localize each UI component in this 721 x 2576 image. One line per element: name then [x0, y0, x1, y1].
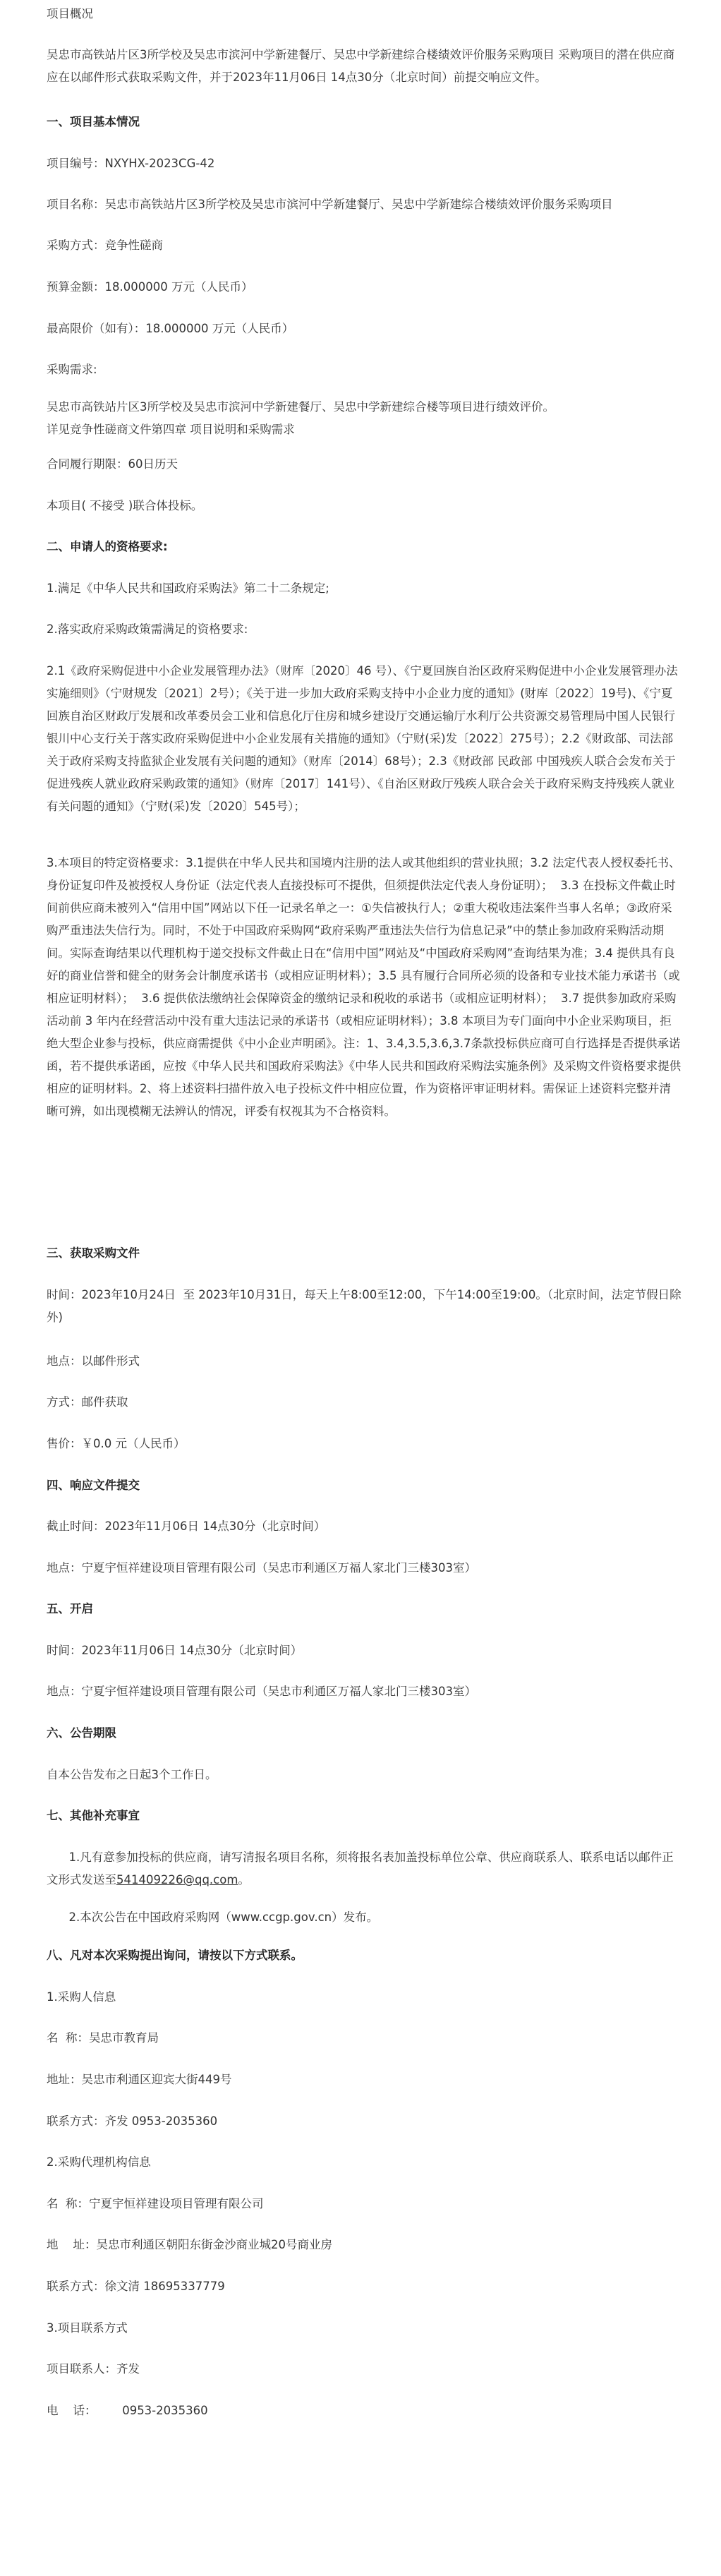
supplementary-item-1-end: 。 [238, 1873, 250, 1886]
notice-period: 自本公告发布之日起3个工作日。 [47, 1768, 217, 1781]
overview-intro: 吴忠市高铁站片区3所学校及吴忠市滨河中学新建餐厅、吴忠中学新建综合楼绩效评价服务采购项目 采购项目的潜在供应商应在以邮件形式获取采购文件，并于2023年11月06日 14点30分（北京时间）前提交响应文件。 [47, 48, 675, 84]
buyer-contact: 联系方式：齐发 0953-2035360 [47, 2114, 218, 2128]
agent-address: 地 址：吴忠市利通区朝阳东街金沙商业城20号商业房 [47, 2238, 332, 2251]
supplementary-item-2: 2.本次公告在中国政府采购网（www.ccgp.gov.cn）发布。 [47, 1910, 379, 1924]
consortium-note: 本项目( 不接受 )联合体投标。 [47, 499, 203, 512]
section-2-heading: 二、申请人的资格要求: [47, 540, 168, 553]
doc-acquisition-way: 方式：邮件获取 [47, 1395, 128, 1409]
section-7-heading: 七、其他补充事宜 [47, 1809, 140, 1822]
budget-amount: 预算金额：18.000000 万元（人民币） [47, 280, 253, 294]
submission-deadline: 截止时间：2023年11月06日 14点30分（北京时间） [47, 1519, 326, 1533]
contact-email-link[interactable]: 541409226@qq.com [116, 1873, 238, 1886]
requirement-2-detail: 2.1《政府采购促进中小企业发展管理办法》（财库〔2020〕46 号）、《宁夏回族自治区政府采购促进中小企业发展管理办法实施细则》（宁财规发〔2021〕2号）；《关于进一步加大政府采购支持中小企业力度的通知》(财库〔2022〕19号)、《宁夏回族自治区财政厅发展和改革委员会工业和信息化厅住房和城乡建设厅交通运输厅水利厅公共资源交易管理局中国人民银行银川中心支行关于落实政府采购促进中小企业发展有关措施的通知》（宁财(采)发〔2022〕275号）；2.2《财政部、司法部关于政府采购支持监狱企业发展有关问题的通知》（财库〔2014〕68号）；2.3《财政部 民政部 中国残疾人联合会发布关于促进残疾人就业政府采购政策的通知》（财库〔2017〕141号）、《自治区财政厅残疾人联合会关于政府采购支持残疾人就业有关问题的通知》（宁财(采)发〔2020〕545号）； [47, 664, 678, 813]
procurement-method: 采购方式：竞争性磋商 [47, 239, 163, 252]
submission-place: 地点：宁夏宇恒祥建设项目管理有限公司（吴忠市利通区万福人家北门三楼303室） [47, 1561, 476, 1575]
section-6-heading: 六、公告期限 [47, 1726, 116, 1740]
project-contact-person: 项目联系人：齐发 [47, 2362, 140, 2376]
agent-info-title: 2.采购代理机构信息 [47, 2155, 151, 2169]
project-name: 项目名称：吴忠市高铁站片区3所学校及吴忠市滨河中学新建餐厅、吴忠中学新建综合楼绩效评价服务采购项目 [47, 198, 613, 211]
agent-contact: 联系方式：徐文清 18695337779 [47, 2280, 225, 2293]
contract-period: 合同履行期限：60日历天 [47, 457, 178, 471]
supplementary-item-1-text: 1.凡有意参加投标的供应商，请写清报名项目名称，须将报名表加盖投标单位公章、供应商联系人、联系电话以邮件正文形式发送至 [47, 1850, 674, 1886]
requirements-text: 吴忠市高铁站片区3所学校及吴忠市滨河中学新建餐厅、吴忠中学新建综合楼等项目进行绩效评价。 详见竞争性磋商文件第四章 项目说明和采购需求 [47, 400, 555, 436]
opening-time: 时间：2023年11月06日 14点30分（北京时间） [47, 1644, 303, 1657]
buyer-info-title: 1.采购人信息 [47, 1990, 116, 2004]
doc-acquisition-time: 时间：2023年10月24日 至 2023年10月31日，每天上午8:00至12:00，下午14:00至19:00。（北京时间，法定节假日除外) [47, 1288, 681, 1324]
section-8-heading: 八、凡对本次采购提出询问，请按以下方式联系。 [47, 1949, 303, 1962]
buyer-address: 地址：吴忠市利通区迎宾大街449号 [47, 2073, 232, 2086]
project-contact-title: 3.项目联系方式 [47, 2321, 128, 2335]
project-number: 项目编号：NXYHX-2023CG-42 [47, 157, 215, 170]
overview-title: 项目概况 [47, 7, 93, 20]
requirement-3: 3.本项目的特定资格要求：3.1提供在中华人民共和国境内注册的法人或其他组织的营业执照；3.2 法定代表人授权委托书、身份证复印件及被授权人身份证（法定代表人直接投标可不提供，但须提供法定代表人身份证明）； 3.3 在投标文件截止时间前供应商未被列入“信用中国”网站以下任一记录名单之一：①失信被执行人；②重大税收违法案件当事人名单；③政府采购严重违法失信行为。同时，不处于中国政府采购网“政府采购严重违法失信行为信息记录”中的禁止参加政府采购活动期间。实际查询结果以代理机构于递交投标文件截止日在“信用中国”网站及“中国政府采购网”查询结果为准；3.4 提供具有良好的商业信誉和健全的财务会计制度承诺书（或相应证明材料）；3.5 具有履行合同所必须的设备和专业技术能力承诺书（或相应证明材料）； 3.6 提供依法缴纳社会保障资金的缴纳记录和税收的承诺书（或相应证明材料）； 3.7 提供参加政府采购活动前 3 年内在经营活动中没有重大违法记录的承诺书（或相应证明材料）；3.8 本项目为专门面向中小企业采购项目，拒绝大型企业参与投标，供应商需提供《中小企业声明函》。注：1、3.4,3.5,3.6,3.7条款投标供应商可自行选择是否提供承诺函，若不提供承诺函，应按《中华人民共和国政府采购法》《中华人民共和国政府采购法实施条例》及采购文件资格要求提供相应的证明材料。2、将上述资料扫描件放入电子投标文件中相应位置，作为资格评审证明材料。需保证上述资料完整并清晰可辨，如出现模糊无法辨认的情况，评委有权视其为不合格资料。 [47, 856, 681, 1118]
buyer-name: 名 称：吴忠市教育局 [47, 2031, 159, 2045]
doc-price: 售价：￥0.0 元（人民币） [47, 1437, 186, 1450]
section-5-heading: 五、开启 [47, 1602, 93, 1615]
supplementary-item-1 [47, 1846, 681, 1891]
max-price: 最高限价（如有）：18.000000 万元（人民币） [47, 322, 294, 335]
section-4-heading: 四、响应文件提交 [47, 1479, 140, 1492]
doc-acquisition-place: 地点：以邮件形式 [47, 1354, 140, 1368]
section-3-heading: 三、获取采购文件 [47, 1246, 140, 1260]
requirement-1: 1.满足《中华人民共和国政府采购法》第二十二条规定; [47, 582, 329, 595]
agent-name: 名 称：宁夏宇恒祥建设项目管理有限公司 [47, 2197, 264, 2210]
section-1-heading: 一、项目基本情况 [47, 115, 140, 128]
project-contact-phone: 电 话： 0953-2035360 [47, 2404, 208, 2417]
requirement-2: 2.落实政府采购政策需满足的资格要求: [47, 622, 248, 636]
opening-place: 地点：宁夏宇恒祥建设项目管理有限公司（吴忠市利通区万福人家北门三楼303室） [47, 1685, 476, 1698]
requirements-label: 采购需求: [47, 363, 97, 376]
